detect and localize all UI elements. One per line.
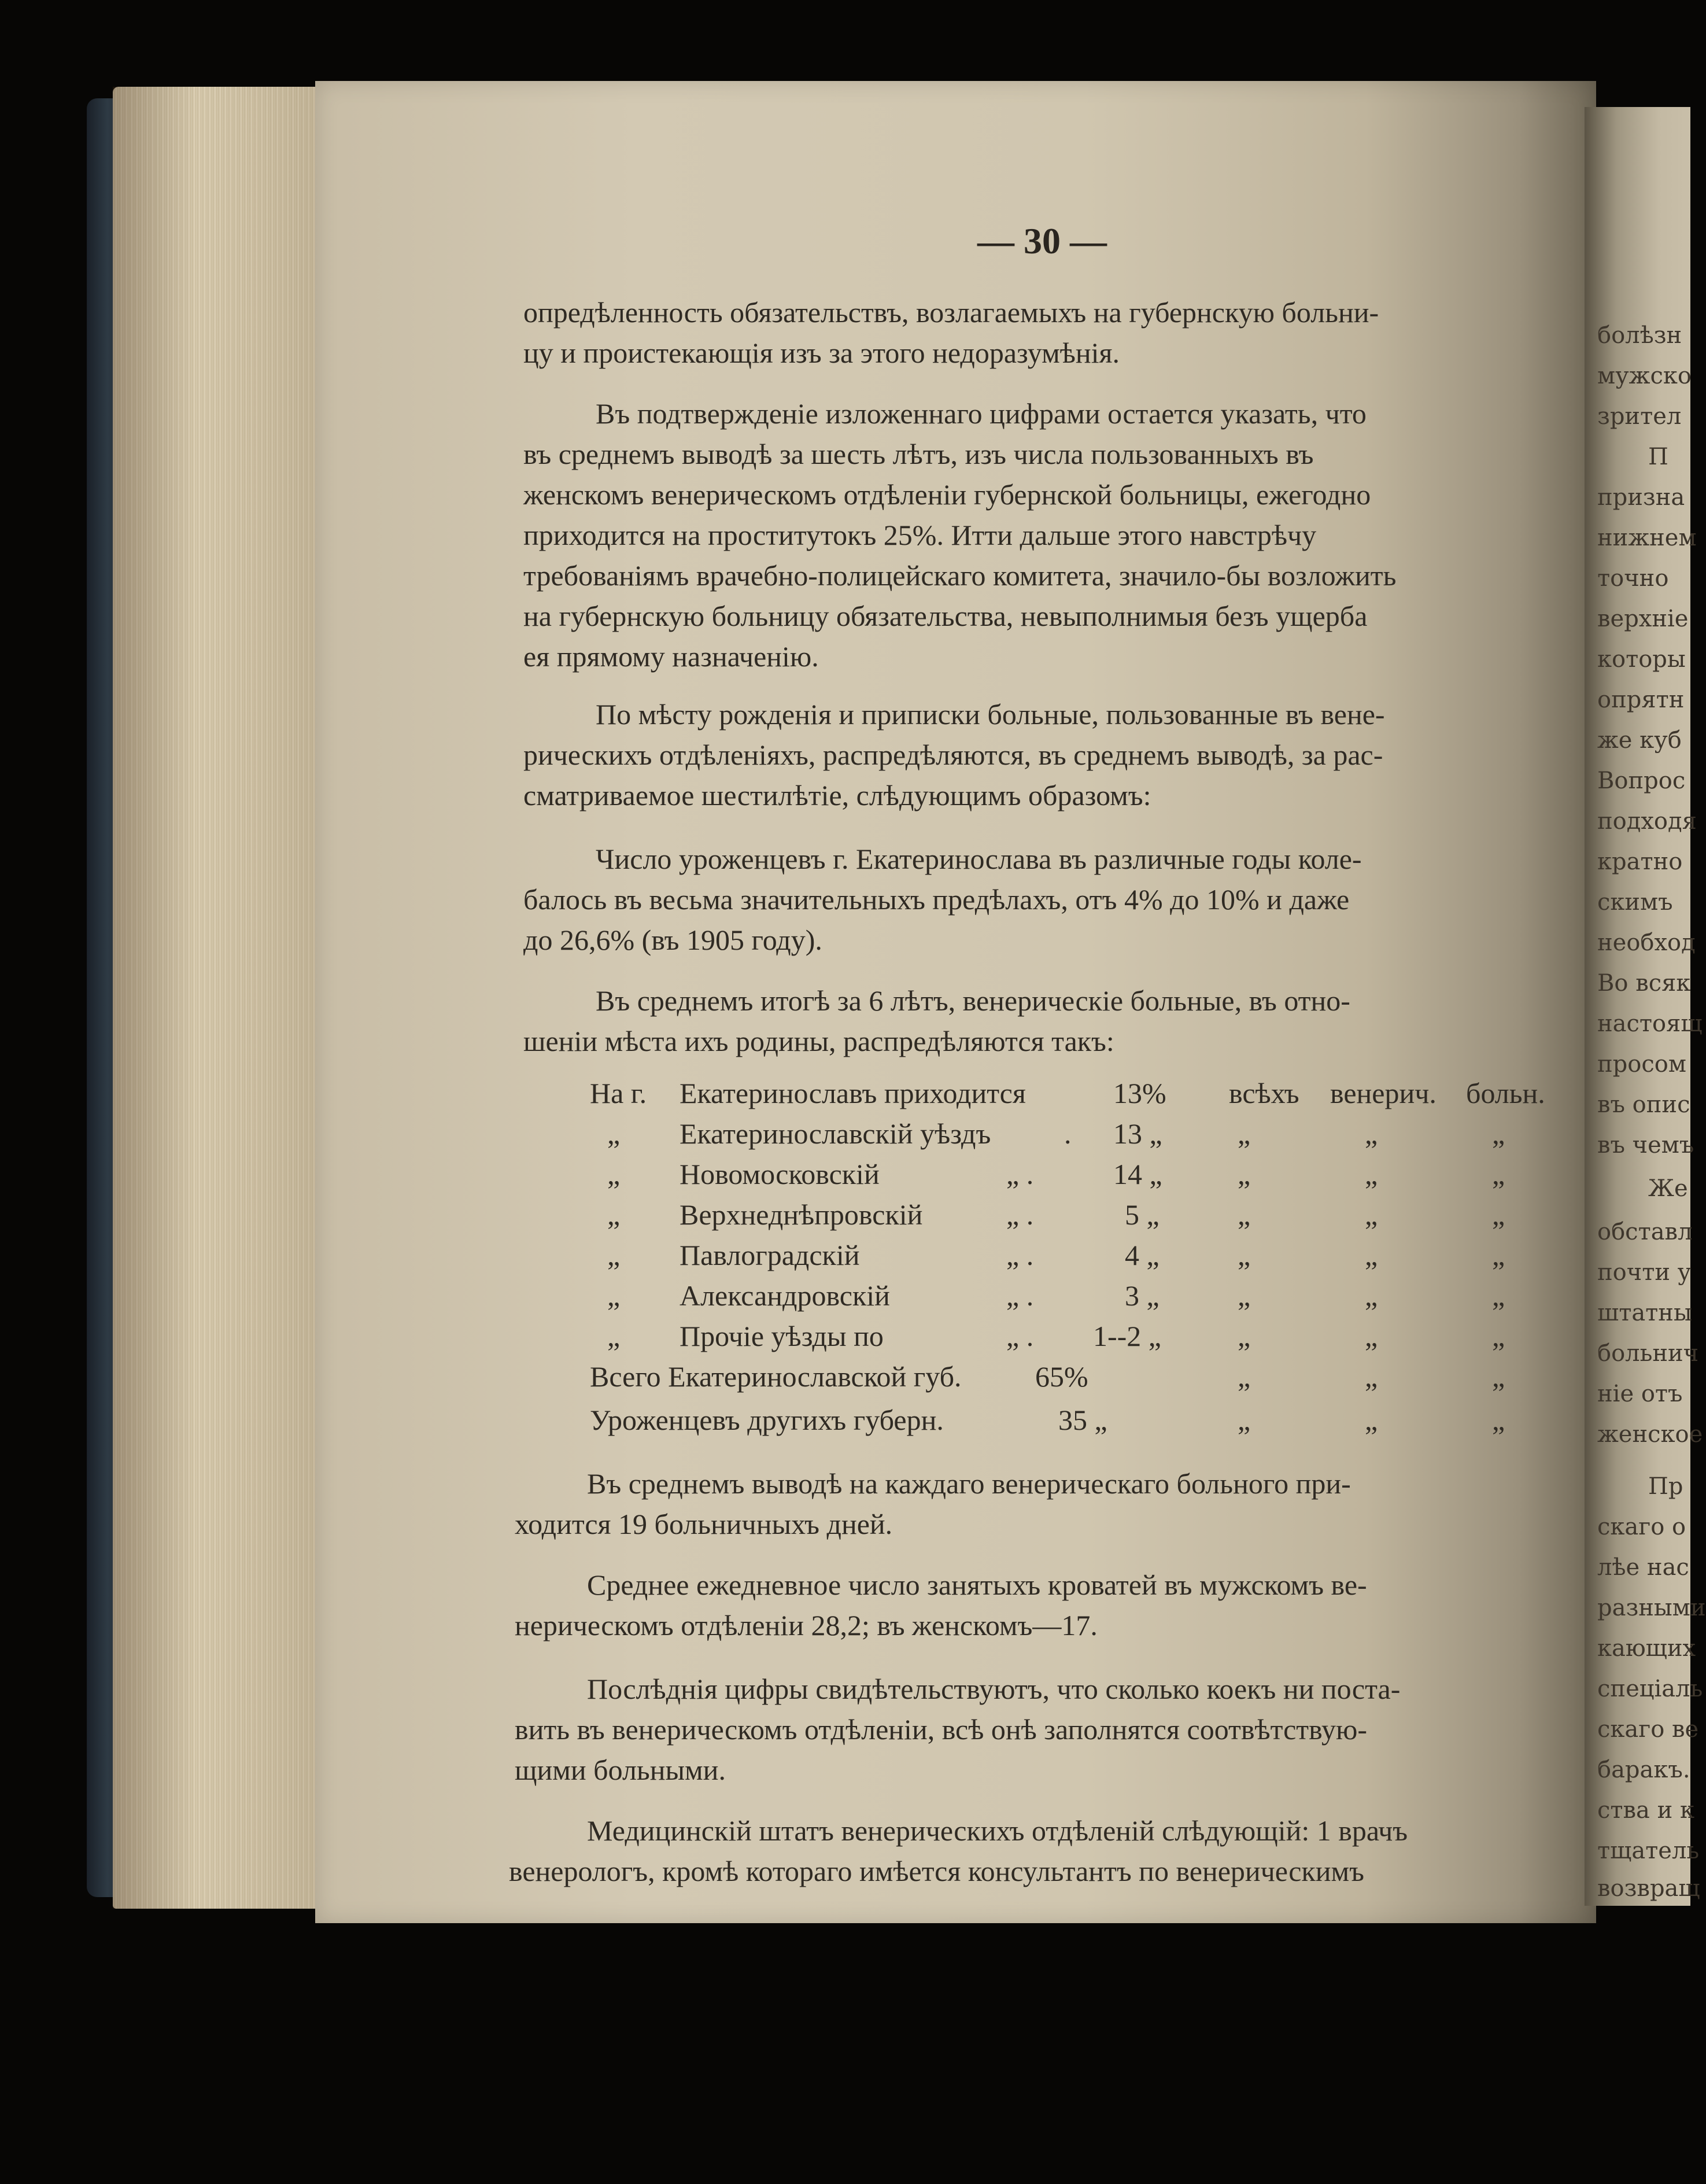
text-line: до 26,6% (въ 1905 году). [523, 924, 822, 956]
adjacent-page-line: опрятн [1597, 687, 1685, 713]
table-row-col1: „ [1238, 1198, 1251, 1231]
table-row-col2: „ [1365, 1279, 1378, 1312]
table-row-col2: „ [1365, 1158, 1378, 1190]
adjacent-page-line: почти у [1597, 1259, 1692, 1286]
adjacent-page-line: штатны [1597, 1300, 1692, 1326]
table-row-value: 4 „ [1125, 1239, 1160, 1271]
adjacent-page-line: необход [1597, 929, 1696, 956]
adjacent-page-line: лѣе нас [1597, 1554, 1689, 1581]
table-row-col3: „ [1492, 1320, 1505, 1352]
table-row-value: 13% [1113, 1077, 1166, 1109]
adjacent-page-line: баракъ. [1597, 1757, 1690, 1783]
text-line: нерическомъ отдѣленіи 28,2; въ женскомъ—17. [515, 1609, 1098, 1641]
adjacent-page-line: Пр [1648, 1473, 1683, 1500]
text-line: вить въ венерическомъ отдѣленіи, всѣ онѣ заполнятся соотвѣтствую- [515, 1713, 1368, 1746]
table-row-name: Уроженцевъ другихъ губерн. [590, 1404, 944, 1436]
text-line: шеніи мѣста ихъ родины, распредѣляются такъ: [523, 1025, 1114, 1057]
adjacent-page-line: настоящ [1597, 1010, 1703, 1037]
adjacent-page-line: обставл [1597, 1219, 1693, 1245]
adjacent-page-line: же куб [1597, 727, 1682, 754]
table-row-dots: . [1064, 1117, 1072, 1150]
adjacent-page-line: женское [1597, 1421, 1703, 1448]
adjacent-page-line: верхніе [1597, 606, 1689, 632]
adjacent-page-line: подходя [1597, 808, 1697, 835]
table-row-name: Екатеринославъ приходится [680, 1077, 1026, 1109]
text-line: Въ среднемъ итогѣ за 6 лѣтъ, венерическіе больные, въ отно- [596, 984, 1350, 1017]
text-line: Число уроженцевъ г. Екатеринослава въ различные годы коле- [596, 843, 1362, 875]
table-row-col3: „ [1492, 1117, 1505, 1150]
adjacent-page-line: кающих [1597, 1635, 1696, 1662]
adjacent-page-line: Во всяк [1597, 970, 1691, 997]
table-row-name: Александровскій [680, 1279, 890, 1312]
table-row-col2: „ [1365, 1404, 1378, 1436]
table-row-prefix: „ [607, 1239, 621, 1271]
text-line: Въ среднемъ выводѣ на каждаго венерическаго больного при- [587, 1467, 1351, 1500]
adjacent-page-line: скаго о [1597, 1514, 1686, 1540]
adjacent-page-line: въ чемъ [1597, 1132, 1694, 1159]
table-row-prefix: „ [607, 1158, 621, 1190]
page-number: — 30 — [977, 220, 1107, 261]
table-row-col2: венерич. [1330, 1077, 1437, 1109]
text-line: требованіямъ врачебно-полицейскаго комитета, значило-бы возложить [523, 559, 1397, 592]
table-row-col3: „ [1492, 1158, 1505, 1190]
adjacent-page-line: мужско [1597, 363, 1692, 389]
text-line: По мѣсту рожденія и приписки больные, пользованные въ вене- [596, 698, 1385, 731]
text-line: щими больными. [515, 1754, 726, 1786]
text-line: цу и проистекающія изъ за этого недоразумѣнія. [523, 337, 1120, 369]
table-row-col2: „ [1365, 1117, 1378, 1150]
text-line: Послѣднія цифры свидѣтельствуютъ, что сколько коекъ ни поста- [587, 1673, 1401, 1705]
table-row-name: Екатеринославскій уѣздъ [680, 1117, 991, 1150]
table-row-prefix: „ [607, 1320, 621, 1352]
adjacent-page-line: тщатель [1597, 1838, 1700, 1864]
adjacent-page-line: призна [1597, 484, 1685, 511]
text-line: сматриваемое шестилѣтіе, слѣдующимъ образомъ: [523, 779, 1151, 811]
text-line: ея прямому назначенію. [523, 640, 819, 673]
table-row-dots: „ . [1006, 1158, 1034, 1190]
table-row-col1: „ [1238, 1320, 1251, 1352]
adjacent-page-line: больнич [1597, 1340, 1699, 1367]
adjacent-page-line: спеціаль [1597, 1676, 1703, 1702]
adjacent-page-line: Вопрос [1597, 768, 1686, 794]
table-row-col1: „ [1238, 1239, 1251, 1271]
adjacent-page-line: ства и к [1597, 1797, 1694, 1824]
table-row-name: Павлоградскій [680, 1239, 860, 1271]
table-row-col3: „ [1492, 1198, 1505, 1231]
table-row-prefix: „ [607, 1279, 621, 1312]
text-line: на губернскую больницу обязательства, невыполнимыя безъ ущерба [523, 600, 1368, 632]
table-row-name: Всего Екатеринославской губ. [590, 1360, 962, 1393]
text-line: венерологъ, кромѣ котораго имѣется консультантъ по венерическимъ [509, 1855, 1364, 1887]
adjacent-page-line: разными [1597, 1595, 1706, 1621]
table-row-col3: „ [1492, 1239, 1505, 1271]
table-row-value: 14 „ [1113, 1158, 1162, 1190]
text-line: приходится на проститутокъ 25%. Итти дальше этого навстрѣчу [523, 519, 1317, 551]
table-row-col1: всѣхъ [1229, 1077, 1299, 1109]
table-row-value: 1--2 „ [1093, 1320, 1161, 1352]
table-row-col3: „ [1492, 1360, 1505, 1393]
table-row-col3: „ [1492, 1404, 1505, 1436]
table-row-col1: „ [1238, 1360, 1251, 1393]
adjacent-page-line: П [1648, 444, 1668, 470]
page-edges [113, 87, 321, 1909]
adjacent-page-line: Же [1648, 1175, 1688, 1202]
text-line: въ среднемъ выводѣ за шесть лѣтъ, изъ числа пользованныхъ въ [523, 438, 1314, 470]
text-line: Въ подтвержденіе изложеннаго цифрами остается указать, что [596, 397, 1367, 430]
table-row-col2: „ [1365, 1198, 1378, 1231]
adjacent-page-line: кратно [1597, 848, 1683, 875]
adjacent-page-line: скаго ве [1597, 1716, 1699, 1743]
table-row-value: 3 „ [1125, 1279, 1160, 1312]
adjacent-page-line: нижнем [1597, 525, 1697, 551]
adjacent-page-line: скимъ [1597, 889, 1673, 916]
adjacent-page-line: точно [1597, 565, 1669, 592]
table-row-name: Новомосковскій [680, 1158, 880, 1190]
adjacent-page-line: ніе отъ [1597, 1381, 1683, 1407]
adjacent-page-line: возвращ [1597, 1875, 1700, 1902]
table-row-value: 65% [1035, 1360, 1088, 1393]
table-row-col2: „ [1365, 1239, 1378, 1271]
table-row-name: Прочіе уѣзды по [680, 1320, 884, 1352]
text-line: Медицинскій штатъ венерическихъ отдѣленій слѣдующій: 1 врачъ [587, 1814, 1408, 1847]
table-row-value: 13 „ [1113, 1117, 1162, 1150]
table-row-prefix: „ [607, 1198, 621, 1231]
table-row-col3: больн. [1466, 1077, 1545, 1109]
table-row-col2: „ [1365, 1360, 1378, 1393]
text-line: балось въ весьма значительныхъ предѣлахъ, отъ 4% до 10% и даже [523, 883, 1350, 916]
table-row-prefix: На г. [590, 1077, 647, 1109]
text-line: ходится 19 больничныхъ дней. [515, 1508, 893, 1540]
table-row-col1: „ [1238, 1158, 1251, 1190]
table-row-dots: „ . [1006, 1320, 1034, 1352]
table-row-col2: „ [1365, 1320, 1378, 1352]
adjacent-page [1585, 107, 1706, 1906]
table-row-value: 5 „ [1125, 1198, 1160, 1231]
table-row-col1: „ [1238, 1117, 1251, 1150]
table-row-col1: „ [1238, 1404, 1251, 1436]
table-row-dots: „ . [1006, 1279, 1034, 1312]
adjacent-page-line: зрител [1597, 403, 1682, 430]
table-row-dots: „ . [1006, 1239, 1034, 1271]
text-line: женскомъ венерическомъ отдѣленіи губернской больницы, ежегодно [523, 478, 1371, 511]
adjacent-page-line: просом [1597, 1051, 1686, 1078]
table-row-value: 35 „ [1058, 1404, 1107, 1436]
table-row-col3: „ [1492, 1279, 1505, 1312]
adjacent-page-line: въ опис [1597, 1091, 1690, 1118]
text-line: Среднее ежедневное число занятыхъ кроватей въ мужскомъ ве- [587, 1569, 1367, 1601]
text-line: рическихъ отдѣленіяхъ, распредѣляются, въ среднемъ выводѣ, за рас- [523, 739, 1383, 771]
table-row-dots: „ . [1006, 1198, 1034, 1231]
table-row-prefix: „ [607, 1117, 621, 1150]
text-line: опредѣленность обязательствъ, возлагаемыхъ на губернскую больни- [523, 296, 1379, 329]
adjacent-page-line: которы [1597, 646, 1686, 673]
table-row-name: Верхнеднѣпровскій [680, 1198, 923, 1231]
table-row-col1: „ [1238, 1279, 1251, 1312]
adjacent-page-line: болѣзн [1597, 322, 1682, 349]
